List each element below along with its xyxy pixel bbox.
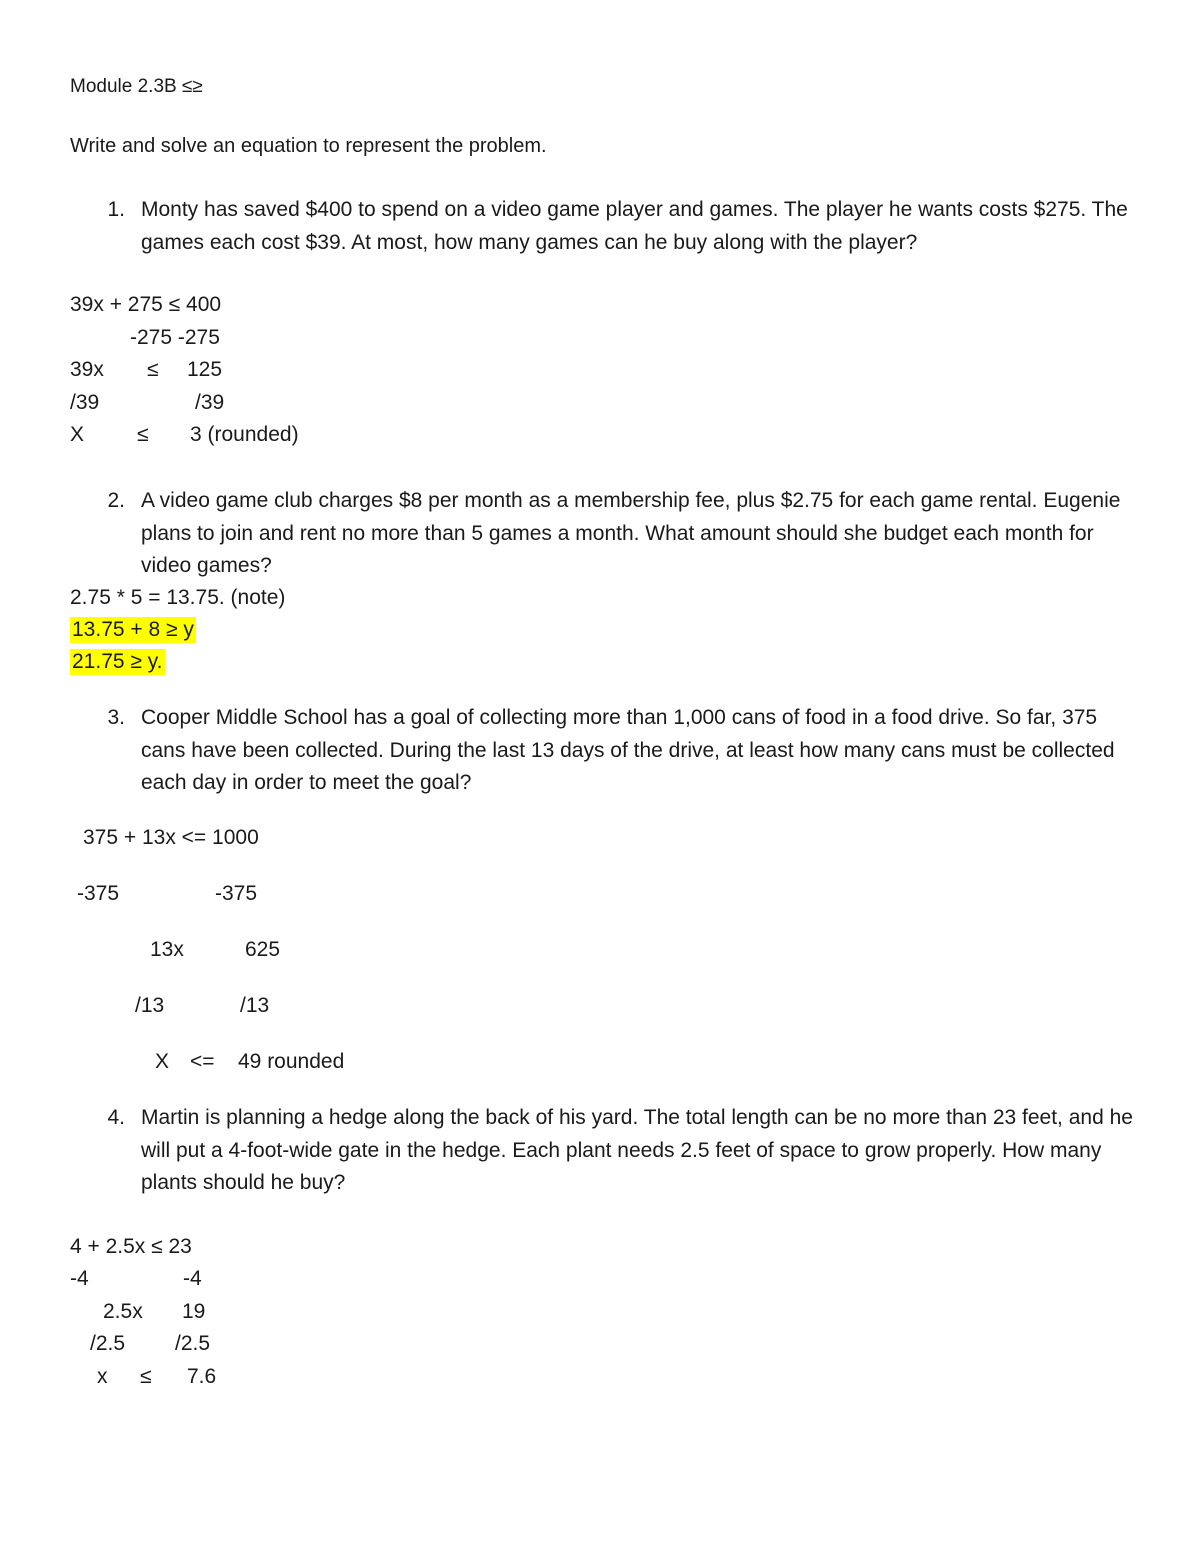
problem-2-number: 2. — [107, 489, 125, 512]
problem-2-highlighted-line: 13.75 + 8 ≥ y — [72, 618, 194, 641]
problem-1-text: Monty has saved $400 to spend on a video game player and games. The player he wants costs $275. The games each cost $39. At most, how many games can he buy along with the player? — [141, 198, 1128, 254]
problem-1-work-line: /39 — [70, 391, 100, 414]
problem-1-work-line: 39x — [70, 358, 104, 381]
problem-1-work-line: X — [70, 423, 85, 446]
problem-1-work-line: 125 — [187, 358, 223, 381]
problem-4-work-line: -4 — [183, 1267, 202, 1290]
problem-4-work-line: 7.6 — [187, 1365, 217, 1388]
problem-3-work-line: -375 — [77, 882, 120, 905]
problem-4-work-line: 4 + 2.5x ≤ 23 — [70, 1235, 192, 1258]
problem-3-work-line: -375 — [215, 882, 258, 905]
problem-3-work-line: /13 — [135, 994, 165, 1017]
problem-4-text: Martin is planning a hedge along the back of his yard. The total length can be no more than 23 feet, and he will put a 4-foot-wide gate in the hedge. Each plant needs 2.5 feet of space to grow properly. How many plants should he buy? — [141, 1106, 1133, 1194]
instructions: Write and solve an equation to represent the problem. — [70, 135, 547, 157]
problem-1-work-line: 39x + 275 ≤ 400 — [70, 293, 222, 316]
problem-4-work-line: ≤ — [140, 1365, 152, 1388]
problem-3-work-line: 13x — [150, 938, 184, 961]
problem-3-work-line: X — [155, 1050, 170, 1073]
problem-2-highlighted-line: 21.75 ≥ y. — [72, 650, 163, 673]
problem-3-text: Cooper Middle School has a goal of collecting more than 1,000 cans of food in a food drive. So far, 375 cans have been collected. During the last 13 days of the drive, at least how many cans must be collected each day in order to meet the goal? — [141, 706, 1115, 794]
problem-3-work-line: 375 + 13x <= 1000 — [83, 826, 259, 849]
problem-1-number: 1. — [107, 198, 125, 221]
problem-2-text: A video game club charges $8 per month as a membership fee, plus $2.75 for each game rental. Eugenie plans to join and rent no more than 5 games a month. What amount should she budget each month for video games? — [141, 489, 1121, 577]
problem-1-work-line: ≤ — [147, 358, 159, 381]
problem-1-work-line: 3 (rounded) — [190, 423, 299, 446]
problem-4-work-line: 19 — [182, 1300, 206, 1323]
problem-1-work-line: ≤ — [137, 423, 149, 446]
problem-1-work-line: /39 — [195, 391, 225, 414]
problem-4-work-line: 2.5x — [103, 1300, 143, 1323]
problem-3-work-line: 49 rounded — [238, 1050, 345, 1073]
problem-4-work-line: /2.5 — [175, 1332, 211, 1355]
problem-2-work-line: 2.75 * 5 = 13.75. (note) — [70, 586, 286, 609]
problem-4-work-line: x — [97, 1365, 108, 1388]
problem-4-number: 4. — [107, 1106, 125, 1129]
problem-3-work-line: 625 — [245, 938, 281, 961]
problem-4-work-line: -4 — [70, 1267, 89, 1290]
page-title: Module 2.3B ≤≥ — [70, 76, 203, 97]
problem-3-number: 3. — [107, 706, 125, 729]
problem-1-work-line: -275 -275 — [130, 326, 220, 349]
problem-3-work-line: <= — [190, 1050, 215, 1073]
problem-4-work-line: /2.5 — [90, 1332, 126, 1355]
problem-3-work-line: /13 — [240, 994, 270, 1017]
